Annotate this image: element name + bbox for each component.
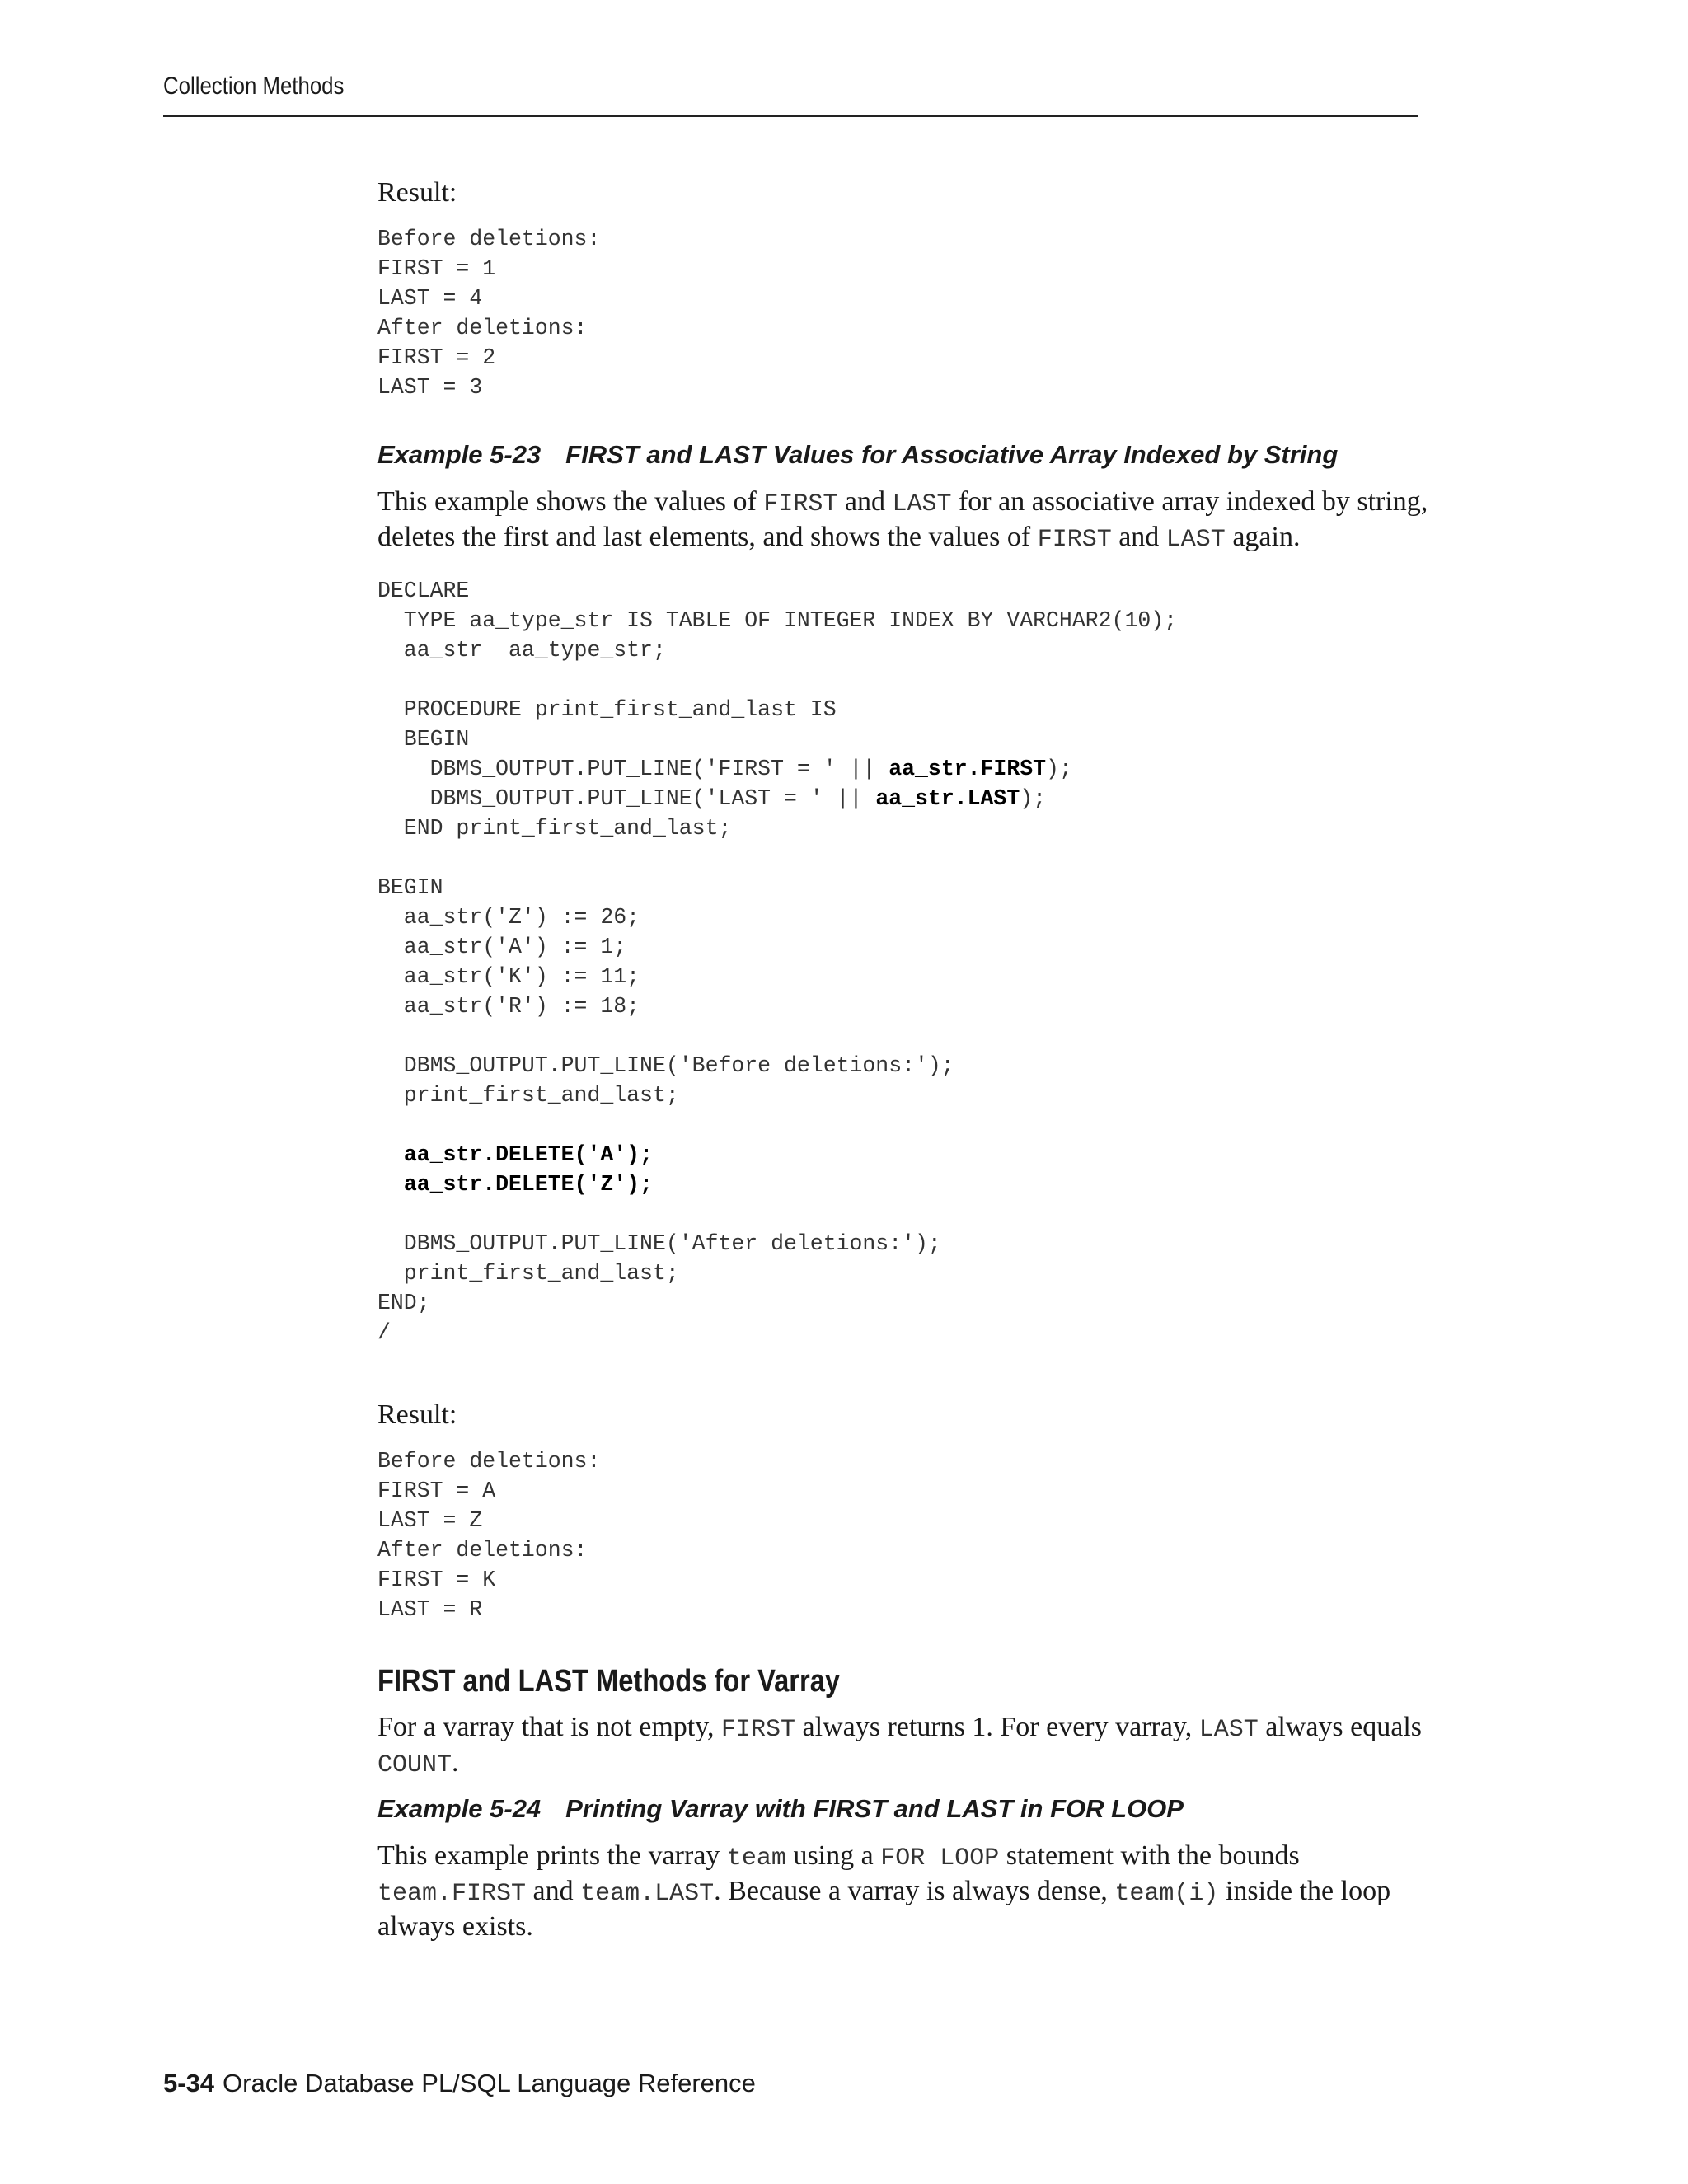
header-rule	[163, 115, 1418, 117]
code-listing: DECLARE TYPE aa_type_str IS TABLE OF INTEGER INDEX BY VARCHAR2(10); aa_str aa_type_str; PROCEDURE print_first_and_last IS BEGIN DBMS_OUTPUT.PUT_LINE('FIRST = ' || aa_str.FIRST); DBMS_OUTPUT.PUT_LINE('LAST = ' || aa_str.LAST); END print_first_and_last; BEGIN aa_str('Z') := 26; aa_str('A') := 1; aa_str('K') := 11; aa_str('R') := 18; DBMS_OUTPUT.PUT_LINE('Before deletions:'); print_first_and_last; aa_str.DELETE('A'); aa_str.DELETE('Z'); DBMS_OUTPUT.PUT_LINE('After deletions:'); print_first_and_last; END; /	[377, 579, 1178, 1345]
example-caption: Printing Varray with FIRST and LAST in FOR LOOP	[565, 1794, 1184, 1823]
example-number: Example 5-23	[377, 440, 542, 469]
result-output-1	[377, 224, 1424, 402]
result-block-2	[377, 1399, 1424, 1624]
output-line: LAST = 4	[377, 286, 483, 311]
result-label: Result:	[377, 177, 457, 208]
output-line: FIRST = 1	[377, 256, 496, 281]
example-caption: FIRST and LAST Values for Associative Array Indexed by String	[565, 440, 1339, 469]
page-footer	[163, 2069, 756, 2098]
example-title	[377, 1793, 1424, 1825]
example-title	[377, 439, 1424, 471]
running-head: Collection Methods	[163, 73, 345, 100]
output-line: FIRST = A	[377, 1479, 496, 1503]
section-heading: FIRST and LAST Methods for Varray	[377, 1664, 841, 1699]
output-line: Before deletions:	[377, 227, 601, 251]
output-line: LAST = R	[377, 1597, 483, 1622]
page-number: 5-34	[163, 2069, 215, 2097]
output-line: FIRST = 2	[377, 345, 496, 370]
output-line: FIRST = K	[377, 1568, 496, 1592]
output-line: Before deletions:	[377, 1449, 601, 1474]
output-line: After deletions:	[377, 1538, 588, 1563]
example-description: This example prints the varray team using a FOR LOOP statement with the bounds team.FIRST and team.LAST. Because a varray is always dense, team(i) inside the loop always exists.	[377, 1840, 1391, 1942]
output-line: LAST = 3	[377, 375, 483, 400]
result-label: Result:	[377, 1399, 457, 1430]
section-paragraph: For a varray that is not empty, FIRST always returns 1. For every varray, LAST always equals COUNT.	[377, 1712, 1423, 1779]
output-line: After deletions:	[377, 316, 588, 340]
example-number: Example 5-24	[377, 1794, 542, 1823]
output-line: LAST = Z	[377, 1508, 483, 1533]
example-description: This example shows the values of FIRST and LAST for an associative array indexed by string, deletes the first and last elements, and shows the values of FIRST and LAST again.	[377, 486, 1428, 554]
result-output-2	[377, 1446, 1424, 1624]
example-5-23	[377, 439, 1428, 1347]
result-block-1	[377, 176, 1424, 402]
varray-section	[377, 1663, 1424, 1943]
book-title: Oracle Database PL/SQL Language Reference	[223, 2069, 756, 2097]
